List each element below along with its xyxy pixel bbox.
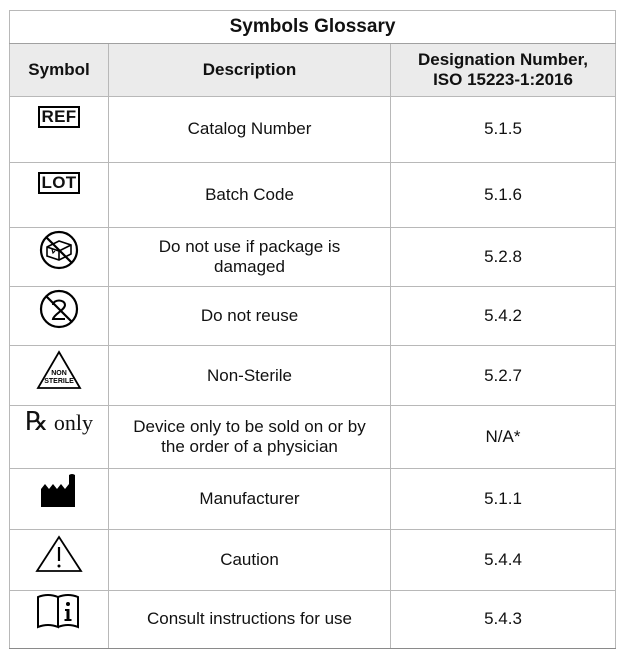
symbol-cell: [10, 287, 109, 346]
description-cell: Non-Sterile: [109, 345, 391, 406]
symbol-cell: [10, 162, 109, 228]
consult-instructions-icon: [36, 593, 82, 629]
table-title: Symbols Glossary: [10, 11, 616, 44]
designation-cell: 5.4.4: [391, 529, 616, 590]
designation-cell: 5.1.6: [391, 162, 616, 228]
table-row: [10, 287, 616, 346]
symbols-glossary-table: [9, 10, 616, 649]
table-row: [10, 529, 616, 590]
description-cell: Caution: [109, 529, 391, 590]
description-cell: Batch Code: [109, 162, 391, 228]
svg-text:STERILE: STERILE: [44, 377, 74, 385]
designation-cell: 5.4.2: [391, 287, 616, 346]
description-cell: Device only to be sold on or by the order of a physician: [109, 406, 391, 469]
symbol-cell: [10, 345, 109, 406]
table-row: [10, 469, 616, 530]
table-row: [10, 162, 616, 228]
designation-cell: 5.2.7: [391, 345, 616, 406]
column-header-symbol: Symbol: [10, 44, 109, 97]
manufacturer-icon: [39, 473, 79, 507]
table-row: [10, 228, 616, 287]
symbol-cell: [10, 97, 109, 163]
description-cell: Do not reuse: [109, 287, 391, 346]
rx-only-icon: ℞ only: [25, 407, 93, 437]
ref-box-icon: REF: [38, 106, 81, 128]
description-cell: Manufacturer: [109, 469, 391, 530]
designation-cell: N/A*: [391, 406, 616, 469]
column-header-designation: Designation Number, ISO 15223-1:2016: [391, 44, 616, 97]
table-row: [10, 590, 616, 649]
designation-cell: 5.2.8: [391, 228, 616, 287]
table-row: [10, 406, 616, 469]
column-header-description: Description: [109, 44, 391, 97]
svg-text:NON: NON: [51, 369, 67, 377]
non-sterile-icon: [36, 350, 82, 390]
designation-cell: 5.4.3: [391, 590, 616, 649]
symbol-cell: [10, 590, 109, 649]
damaged-package-icon: [39, 230, 79, 270]
symbol-cell: [10, 529, 109, 590]
do-not-reuse-icon: [39, 289, 79, 329]
symbol-cell: [10, 469, 109, 530]
symbol-cell: [10, 406, 109, 469]
table-row: [10, 345, 616, 406]
symbol-cell: [10, 228, 109, 287]
caution-icon: [34, 534, 84, 574]
designation-cell: 5.1.5: [391, 97, 616, 163]
description-cell: Catalog Number: [109, 97, 391, 163]
description-cell: Consult instructions for use: [109, 590, 391, 649]
designation-cell: 5.1.1: [391, 469, 616, 530]
lot-box-icon: LOT: [38, 172, 81, 194]
description-cell: Do not use if package is damaged: [109, 228, 391, 287]
table-row: [10, 97, 616, 163]
